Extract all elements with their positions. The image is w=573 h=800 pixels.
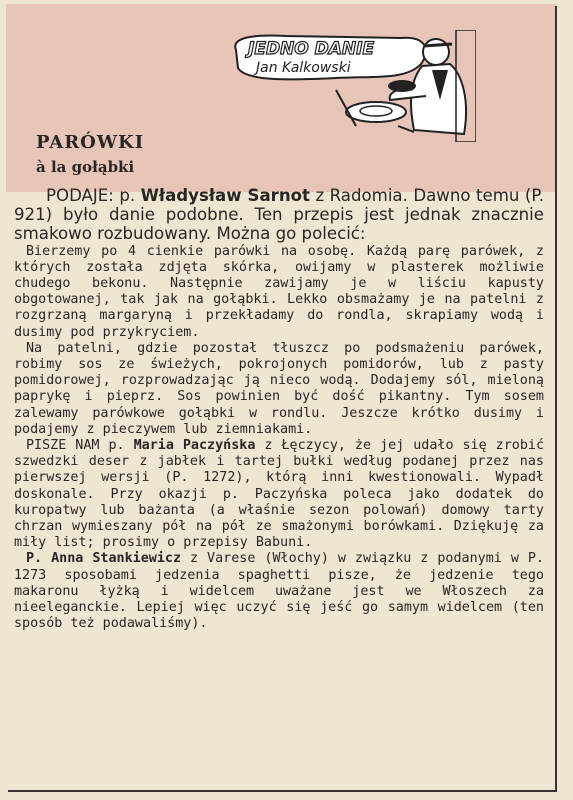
paragraph-sauce: Na patelni, gdzie pozostał tłuszcz po podsmażeniu parówek, robimy sos ze świeżych, pokrojonych pomidorów, lub z pasty pomidorowej, rozprowadzając ją nieco wodą. Dodajemy sól, mieloną paprykę i pieprz. Sos powinien być dość pikantny. Tym sosem zalewamy parówkowe gołąbki w rondlu. Jeszcze krótko dusimy i podajemy z pieczywem lub ziemniakami. (14, 340, 544, 437)
lead-pre: p. (113, 186, 141, 205)
p4-author: P. Anna Stankiewicz (26, 551, 182, 567)
lead-paragraph (14, 186, 544, 244)
chef-logo-icon (226, 30, 476, 142)
p3-rest: z Łęczycy, że jej udało się zrobić szwedzki deser z jabłek i tartej bułki według podanej przez nas pierwszej wersji (P. 1272), którą inni kwestionowali. Wypadł doskonale. Przy okazji p. Paczyńska poleca jako dodatek do kuropatwy lub bażanta (a właśnie sezon polowań) domowy tarty chrzan wymieszany pół na pół ze smażonymi borówkami. Dziękuję za miły list; prosimy o przepisy Babuni. (14, 438, 545, 551)
paragraph-recipe: Bierzemy po 4 cienkie parówki na osobę. Każdą parę parówek, z których została zdjęta skórka, owijamy w plasterek możliwie chudego bekonu. Następnie zawijamy je w liściu kapusty obgotowanej, tak jak na gołąbki. Lekko obsmażamy je na patelni z rozgrzaną margaryną i przekładamy do rondla, skrapiamy wodą i dusimy pod przykryciem. (14, 243, 544, 340)
page-subtitle: à la gołąbki (36, 158, 135, 176)
p3-author: Maria Paczyńska (133, 438, 256, 454)
page-title: PARÓWKI (36, 132, 145, 153)
lead-rest: z Radomia. Dawno temu (P. 921) było danie podobne. Ten przepis jest jednak znacznie smakowo rozbudowany. Można go polecić: (14, 186, 545, 244)
paragraph-letter-2 (14, 551, 544, 632)
p4-rest: z Varese (Włochy) w związku z podanymi w P. 1273 sposobami jedzenia spaghetti pisze, że jedzenie tego makaronu łyżką i widelcem uważane jest we Włoszech za nieeleganckie. Lepiej więc uczyć się jeść go samym widelcem (ten sposób też podawaliśmy). (14, 551, 544, 632)
lead-label: PODAJE: (46, 186, 114, 205)
p3-label: PISZE NAM (26, 438, 100, 454)
logo-author: Jan Kalkowski (256, 60, 351, 76)
p3-pre: p. (99, 438, 134, 454)
article-text (14, 186, 544, 632)
logo-title: JEDNO DANIE (248, 39, 375, 59)
paragraph-letter-1 (14, 438, 544, 551)
lead-author: Władysław Sarnot (140, 186, 310, 205)
